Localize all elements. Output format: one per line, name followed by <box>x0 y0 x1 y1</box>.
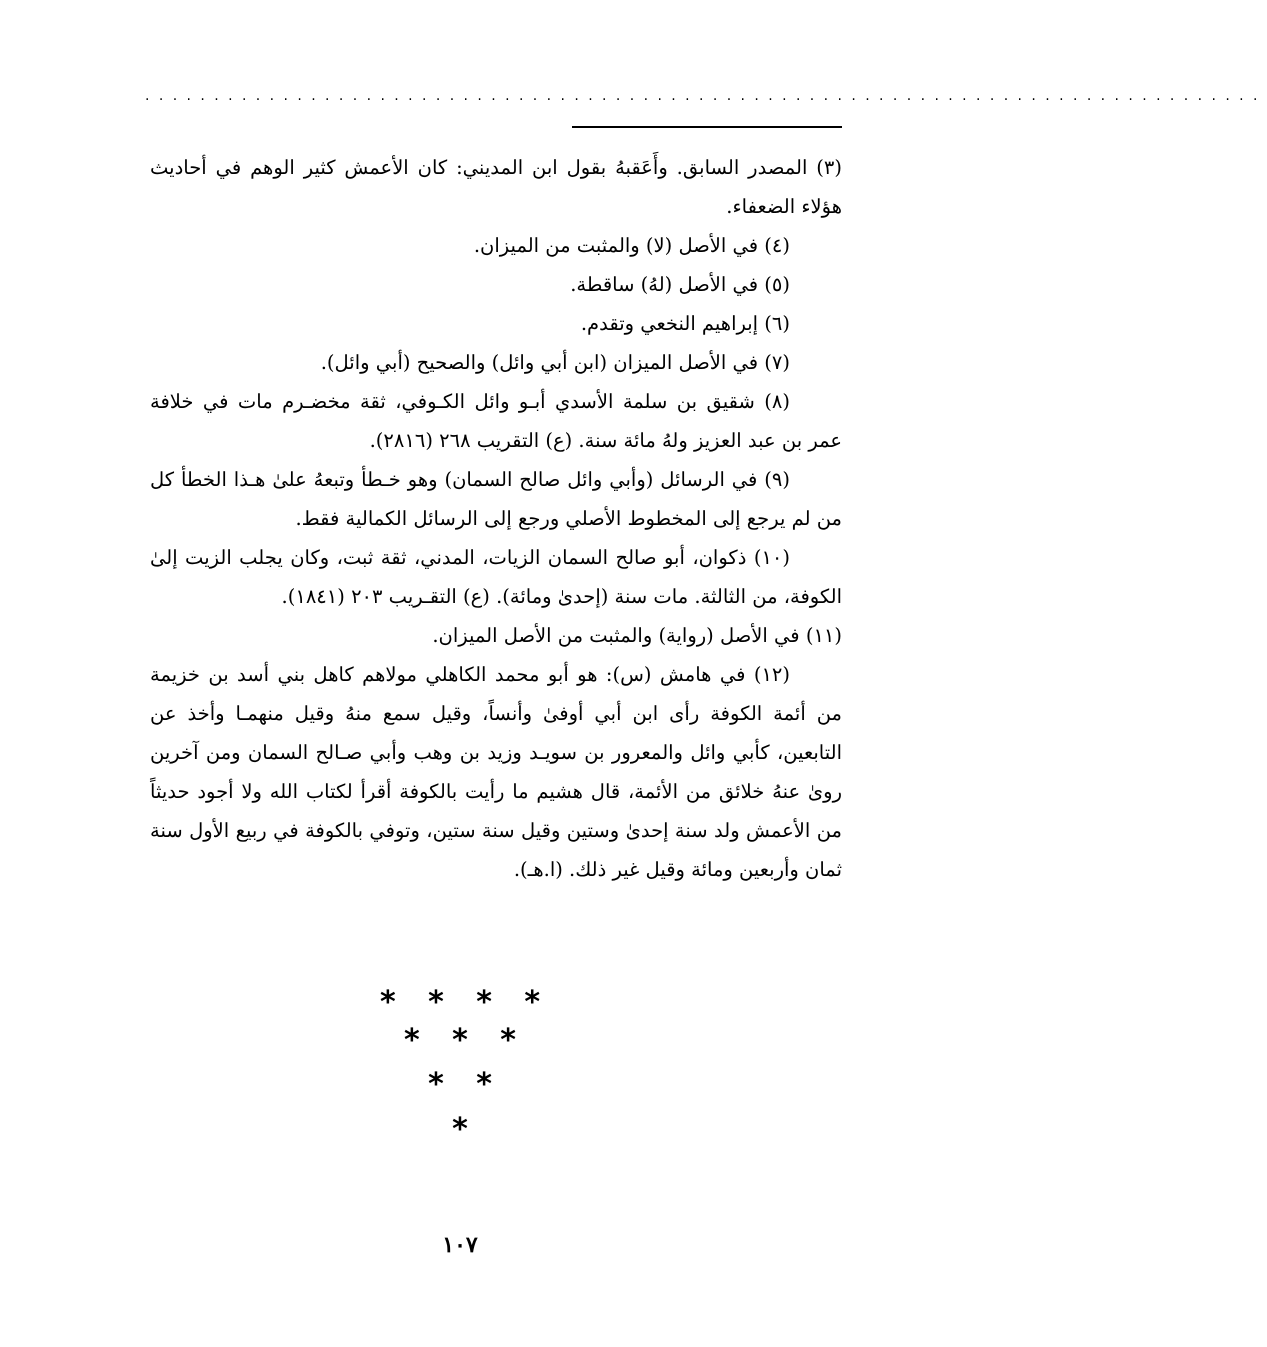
ornament-row-3: * * <box>428 1067 492 1102</box>
ornament-row-2: * * * <box>404 1023 516 1058</box>
footnote-11: (١١) في الأصل (رواية) والمثبت من الأصل الميزان. <box>432 624 842 647</box>
footnote-10: (١٠) ذكوان، أبو صالح السمان الزيات، المدني، ثقة ثبت، وكان يجلب الزيت إلىٰ الكوفة، من الثالثة. مات سنة (إحدىٰ ومائة). (ع) التقـريب ٢٠٣ (١٨٤١). <box>150 546 842 608</box>
page-number: ١٠٧ <box>442 1232 478 1258</box>
footnote-4: (٤) في الأصل (لا) والمثبت من الميزان. <box>473 234 790 257</box>
ornament-row-1: * * * * <box>379 985 541 1020</box>
footnote-3: (٣) المصدر السابق. وأَعَقبهُ بقول ابن المديني: كان الأعمش كثير الوهم في أحاديث هؤلاء الضعفاء. <box>150 156 842 218</box>
footnote-5: (٥) في الأصل (لهُ) ساقطة. <box>570 273 790 296</box>
footnote-8: (٨) شقيق بن سلمة الأسدي أبـو وائل الكـوفي، ثقة مخضـرم مات في خلافة عمر بن عبد العزيز ولهُ مائة سنة. (ع) التقريب ٢٦٨ (٢٨١٦). <box>150 390 842 452</box>
separator-dots: ................................................................................. <box>145 88 1267 104</box>
footnote-9: (٩) في الرسائل (وأبي وائل صالح السمان) وهو خـطأ وتبعهُ علىٰ هـذا الخطأ كل من لم يرجع إلى المخطوط الأصلي ورجع إلى الرسائل الكمالية فقط. <box>150 468 842 530</box>
ornament-row-4: * <box>452 1112 468 1147</box>
footnote-12: (١٢) في هامش (س): هو أبو محمد الكاهلي مولاهم كاهل بني أسد بن خزيمة من أئمة الكوفة رأى ابن أبي أوفىٰ وأنساً، وقيل سمع منهُ وقيل منهمـا وأخذ عن التابعين، كأبي وائل والمعرور بن سويـد وزيد بن وهب وأبي صـالح السمان ومن آخرين روىٰ عنهُ خلائق من الأئمة، قال هشيم ما رأيت بالكوفة أقرأ لكتاب الله ولا أجود حديثاً من الأعمش ولد سنة إحدىٰ وستين وقيل سنة ستين، وتوفي بالكوفة في ربيع الأول سنة ثمان وأربعين ومائة وقيل غير ذلك. (ا.هـ). <box>150 663 842 881</box>
footnote-6: (٦) إبراهيم النخعي وتقدم. <box>580 312 790 335</box>
footnote-7: (٧) في الأصل الميزان (ابن أبي وائل) والصحيح (أبي وائل). <box>320 351 790 374</box>
footnote-rule <box>572 126 842 128</box>
footnotes-section <box>150 148 842 889</box>
